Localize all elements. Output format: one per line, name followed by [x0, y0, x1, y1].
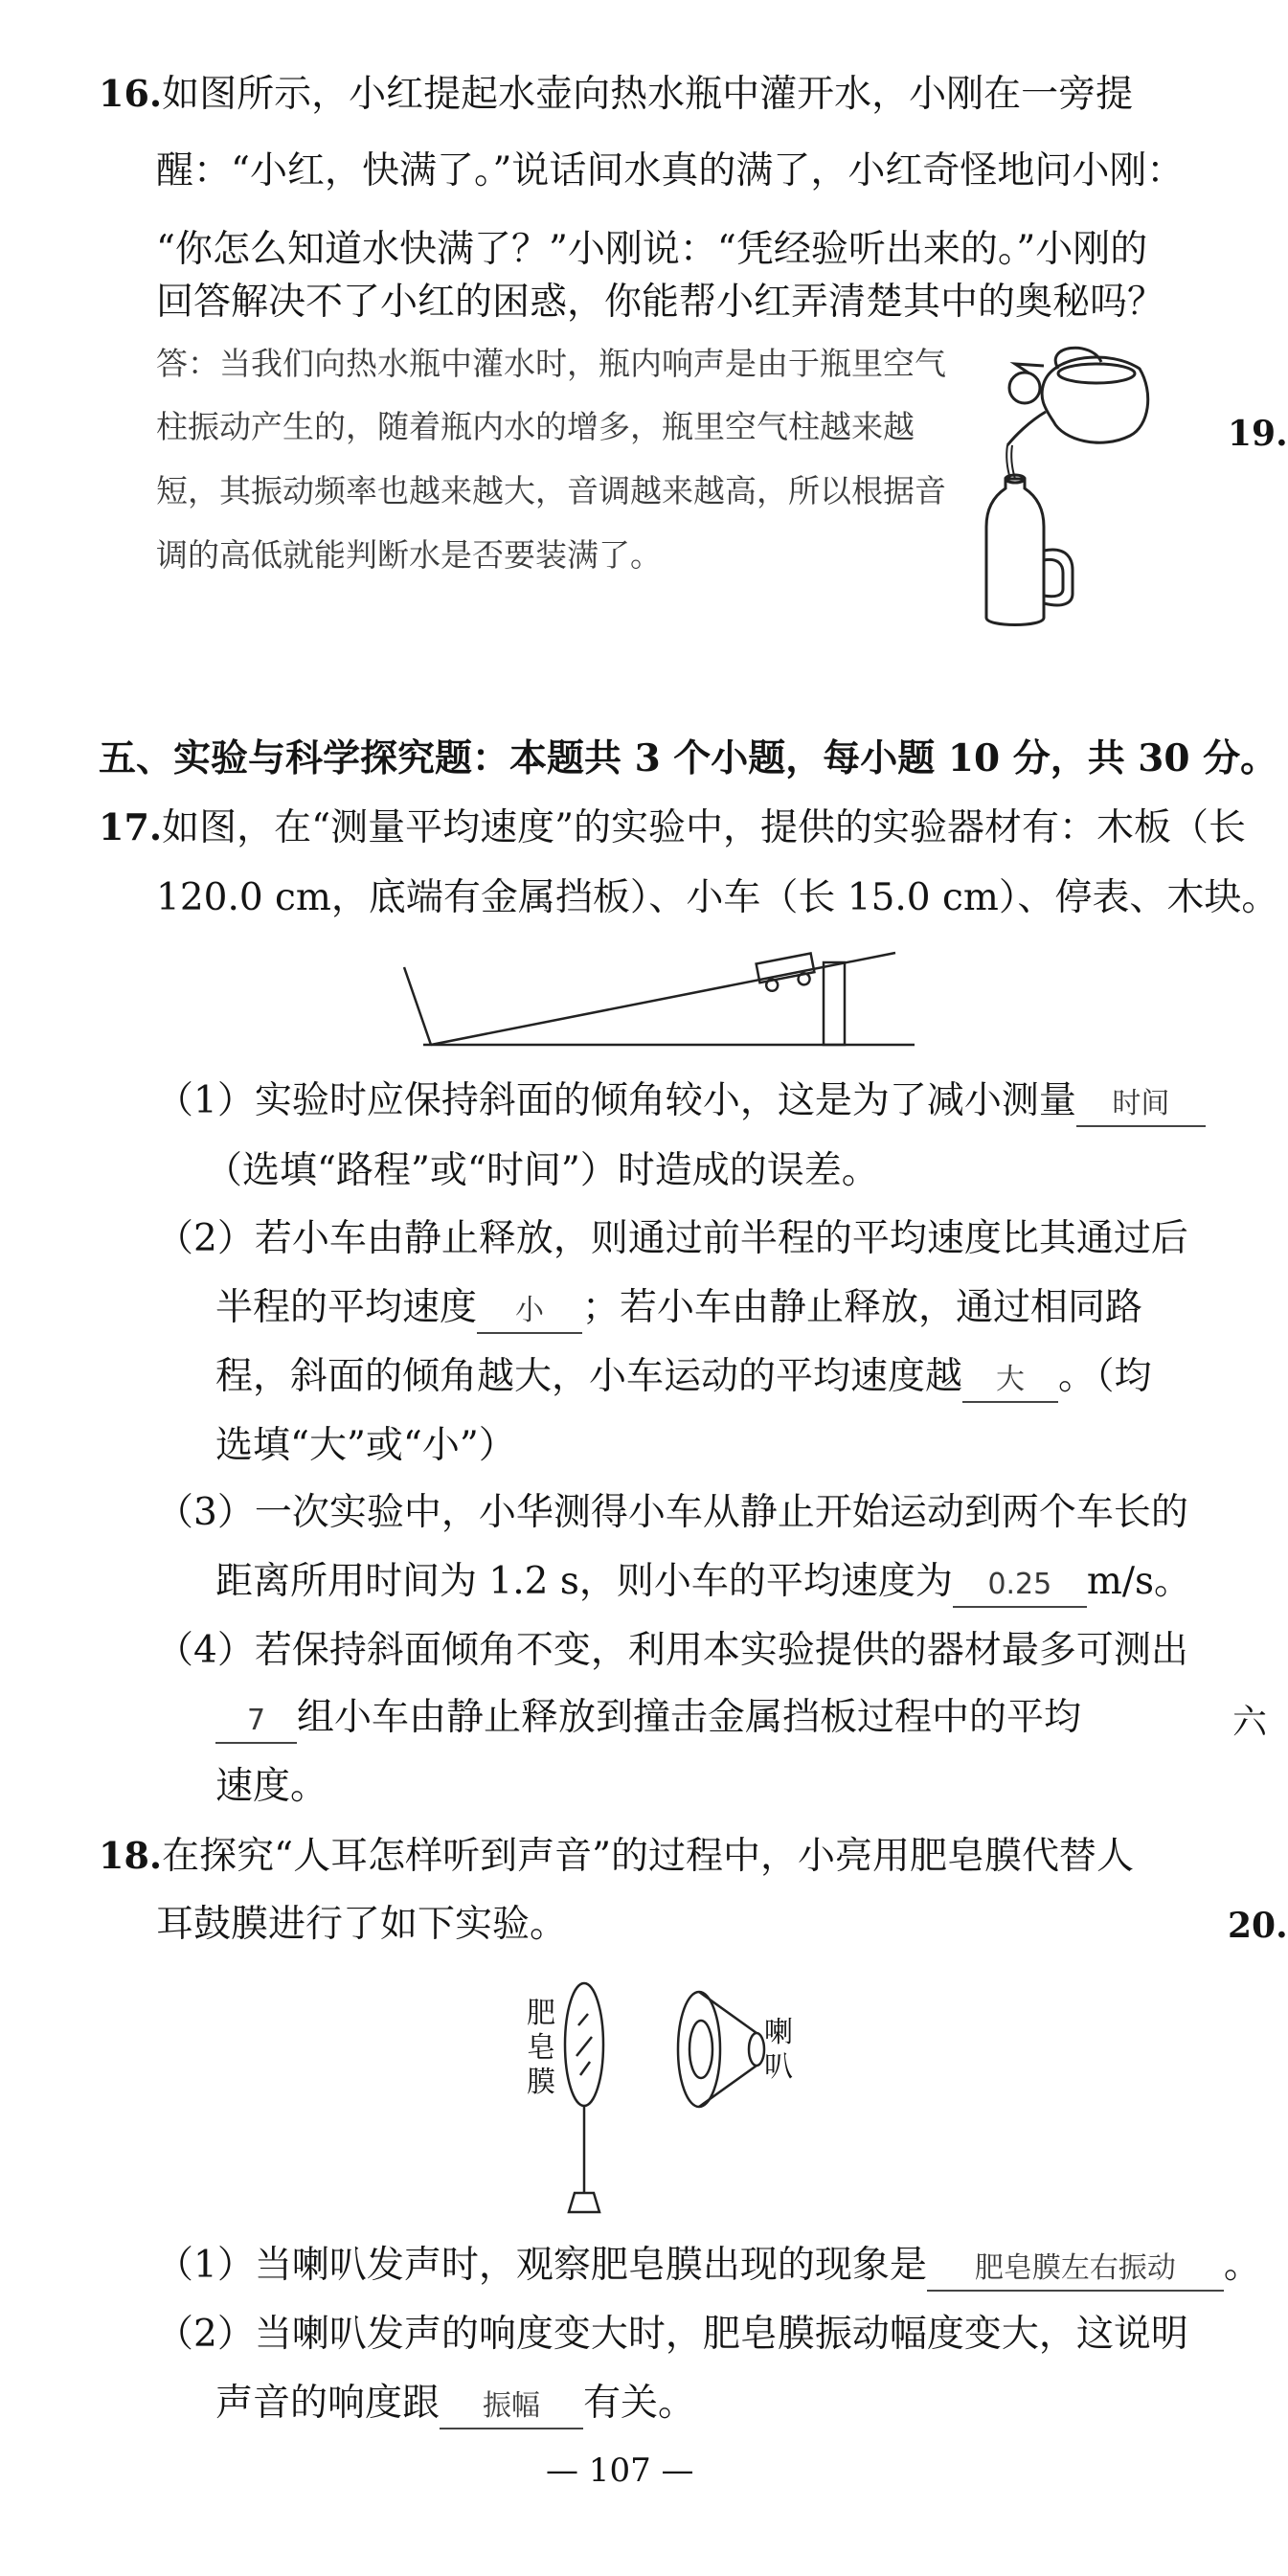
q17-p1-answer-blank: 时间 — [1076, 1080, 1206, 1127]
incline-figure — [402, 943, 919, 1049]
q16-line-3: “你怎么知道水快满了？”小刚说：“凭经验听出来的。”小刚的 — [156, 228, 1148, 271]
q18-p1-answer-blank: 肥皂膜左右振动 — [927, 2245, 1224, 2292]
q17-p2-line-1: （2）若小车由静止释放，则通过前半程的平均速度比其通过后 — [156, 1217, 1188, 1260]
q17-p1-line-1: （1）实验时应保持斜面的倾角较小，这是为了减小测量 时间 — [156, 1074, 1206, 1128]
speaker-label: 喇 叭 — [764, 2016, 793, 2084]
q16-answer-line-3: 短，其振动频率也越来越大，音调越来越高，所以根据音 — [156, 472, 946, 509]
margin-section-6: 六 — [1232, 1703, 1268, 1742]
q16-line-4: 回答解决不了小红的困惑，你能帮小红弄清楚其中的奥秘吗？ — [156, 281, 1165, 324]
q17-p4-line-3: 速度。 — [215, 1765, 328, 1808]
q18-line-2: 耳鼓膜进行了如下实验。 — [156, 1903, 568, 1946]
q17-p3-answer-blank: 0.25 — [953, 1561, 1087, 1608]
q17-p2-line-2: 半程的平均速度 小 ；若小车由静止释放，通过相同路 — [215, 1281, 1142, 1335]
q16-answer-line-1: 答：当我们向热水瓶中灌水时，瓶内响声是由于瓶里空气 — [156, 345, 946, 382]
kettle-thermos-illustration — [986, 345, 1159, 632]
q16-number: 16. — [99, 72, 163, 115]
q17-p2-line-3: 程，斜面的倾角越大，小车运动的平均速度越 大 。（均 — [215, 1350, 1152, 1404]
q18-p1-line: （1）当喇叭发声时，观察肥皂膜出现的现象是 肥皂膜左右振动 。 — [156, 2239, 1261, 2293]
margin-question-19: 19. — [1228, 414, 1288, 454]
q17-p1-line-2: （选填“路程”或“时间”）时造成的误差。 — [205, 1149, 879, 1192]
page-number: — 107 — — [546, 2452, 694, 2490]
section-5-heading: 五、实验与科学探究题：本题共 3 个小题，每小题 10 分，共 30 分。 — [99, 736, 1278, 780]
q18-p2-answer-blank: 振幅 — [440, 2383, 583, 2429]
q16-line-2: 醒：“小红，快满了。”说话间水真的满了，小红奇怪地问小刚： — [156, 149, 1185, 192]
q17-p2-answer2-blank: 大 — [962, 1356, 1058, 1403]
q18-number: 18. — [99, 1834, 163, 1877]
q18-p2-line-2: 声音的响度跟 振幅 有关。 — [215, 2377, 695, 2430]
q17-p4-line-1: （4）若保持斜面倾角不变，利用本实验提供的器材最多可测出 — [156, 1629, 1188, 1672]
q17-line-1: 17.如图，在“测量平均速度”的实验中，提供的实验器材有：木板（长 — [99, 805, 1247, 849]
q17-line-2: 120.0 cm，底端有金属挡板）、小车（长 15.0 cm）、停表、木块。 — [156, 876, 1279, 919]
q17-p4-answer-blank: 7 — [215, 1697, 297, 1744]
margin-question-20: 20. — [1228, 1906, 1288, 1946]
q17-p4-line-2: 7 组小车由静止释放到撞击金属挡板过程中的平均 — [215, 1691, 1081, 1745]
q18-p2-line-1: （2）当喇叭发声的响度变大时，肥皂膜振动幅度变大，这说明 — [156, 2313, 1188, 2356]
soap-film-speaker-figure — [555, 1977, 833, 2226]
soap-film-label: 肥 皂 膜 — [527, 1997, 555, 2099]
q16-line-1: 16.如图所示，小红提起水壶向热水瓶中灌开水，小刚在一旁提 — [99, 72, 1134, 116]
q17-p3-line-2: 距离所用时间为 1.2 s，则小车的平均速度为 0.25 m/s。 — [215, 1555, 1191, 1609]
q18-line-1: 18.在探究“人耳怎样听到声音”的过程中，小亮用肥皂膜代替人 — [99, 1834, 1135, 1878]
q17-number: 17. — [99, 805, 163, 848]
q17-p2-line-4: 选填“大”或“小”） — [215, 1424, 516, 1467]
q16-answer-line-4: 调的高低就能判断水是否要装满了。 — [156, 536, 662, 574]
q17-p3-line-1: （3）一次实验中，小华测得小车从静止开始运动到两个车长的 — [156, 1491, 1188, 1534]
q17-p2-answer1-blank: 小 — [477, 1287, 582, 1334]
q16-answer-line-2: 柱振动产生的，随着瓶内水的增多，瓶里空气柱越来越 — [156, 408, 915, 445]
